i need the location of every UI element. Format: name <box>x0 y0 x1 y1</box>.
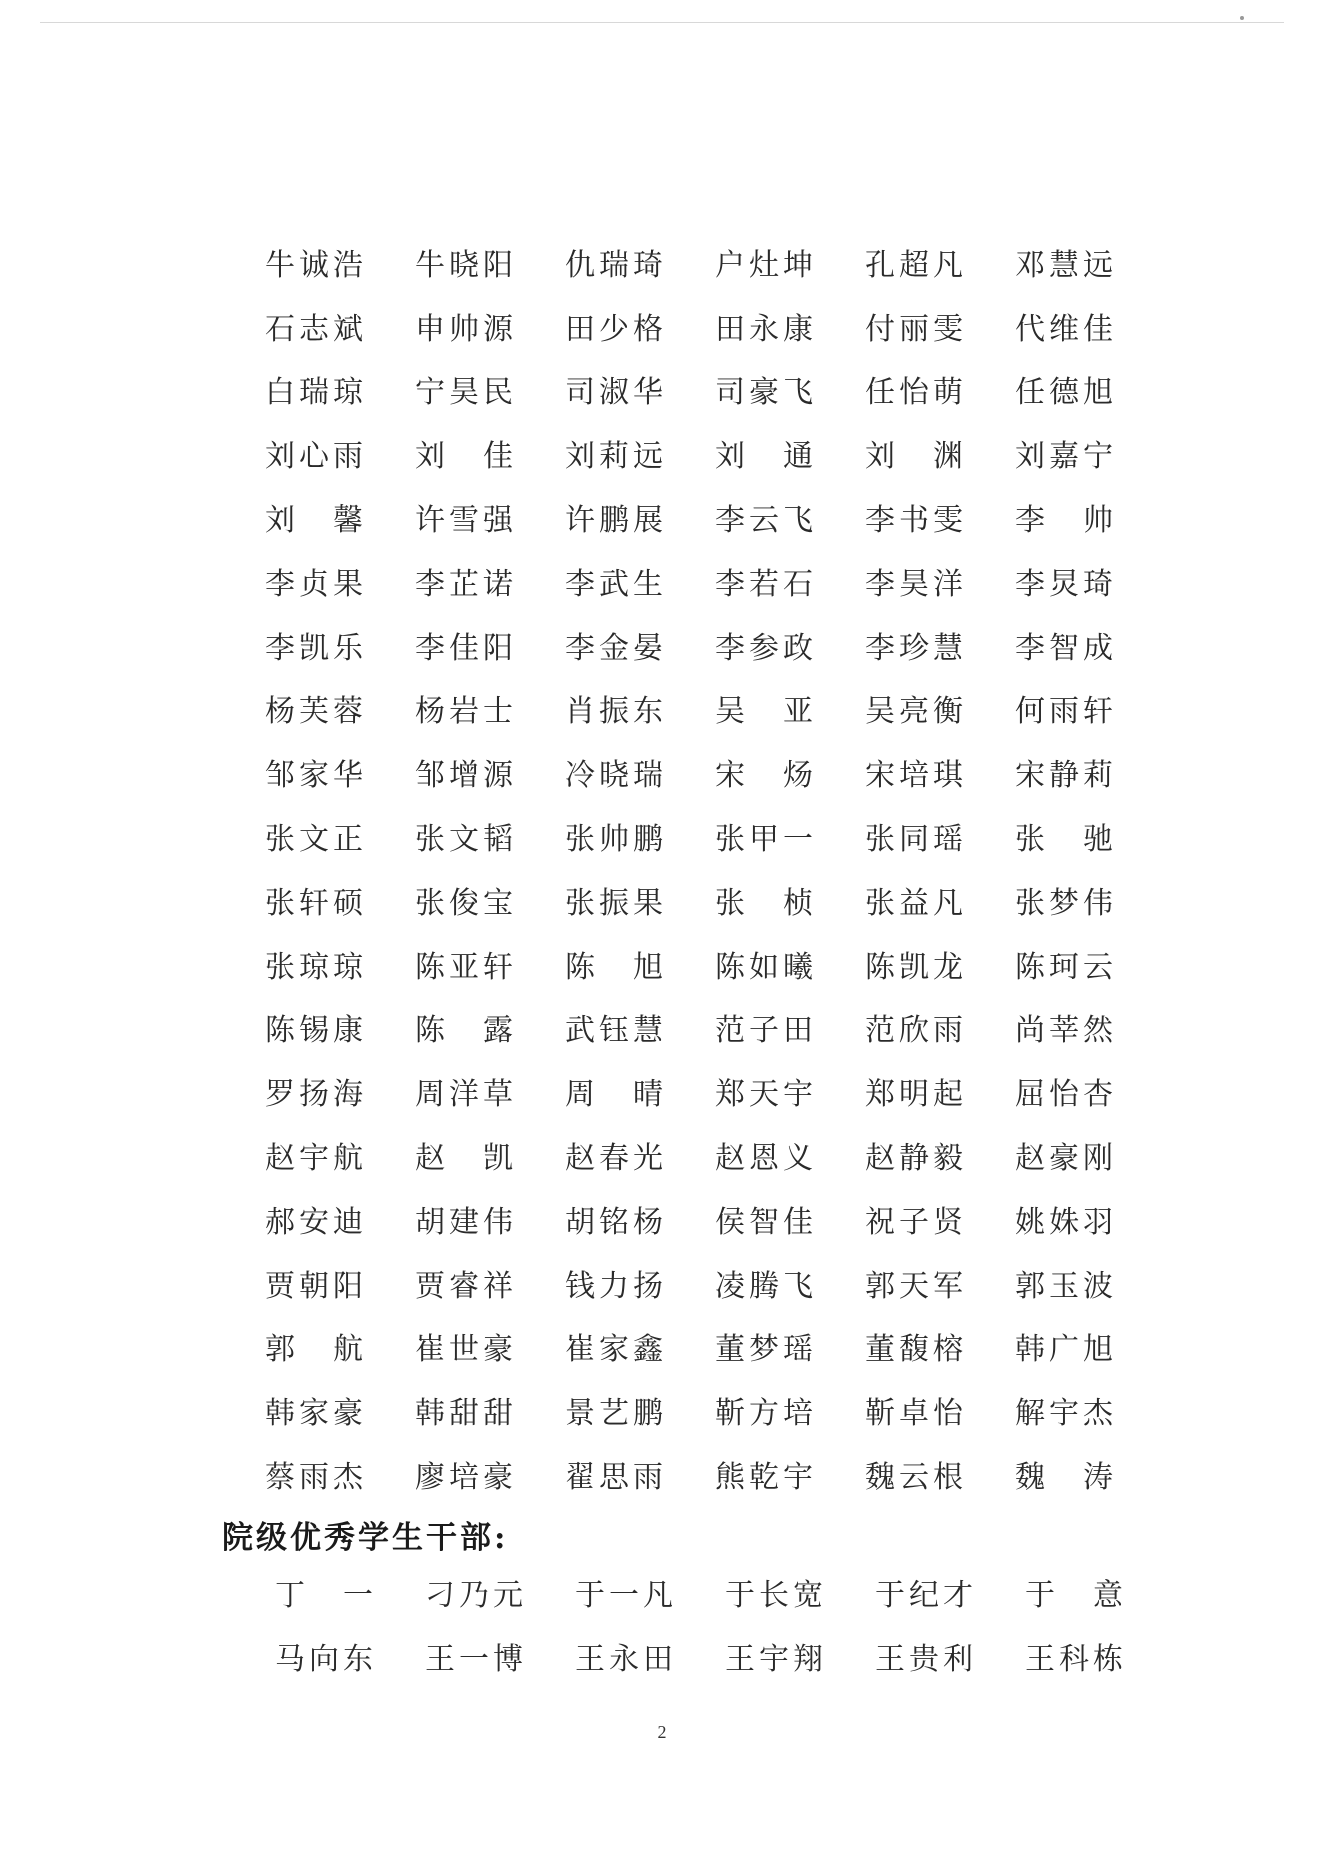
name-row <box>265 1123 1165 1187</box>
student-name: 贾睿祥 <box>415 1268 517 1304</box>
student-name: 董梦瑶 <box>715 1332 817 1368</box>
student-name: 刘 渊 <box>865 439 963 475</box>
student-name: 胡铭杨 <box>565 1204 667 1240</box>
student-name: 张琼琼 <box>265 949 367 985</box>
student-name: 周洋草 <box>415 1077 517 1113</box>
name-row <box>265 421 1165 485</box>
student-name: 范子田 <box>715 1013 817 1049</box>
student-name: 宋培琪 <box>865 758 967 794</box>
student-name: 祝子贤 <box>865 1204 967 1240</box>
student-name: 于长宽 <box>725 1577 827 1613</box>
student-name: 张益凡 <box>865 885 967 921</box>
student-name: 靳方培 <box>715 1396 817 1432</box>
student-name: 邓慧远 <box>1015 247 1117 283</box>
student-name: 姚姝羽 <box>1015 1204 1117 1240</box>
student-name: 武钰慧 <box>565 1013 667 1049</box>
student-name: 孔超凡 <box>865 247 967 283</box>
name-row <box>265 1315 1165 1379</box>
name-row <box>265 996 1165 1060</box>
student-name: 韩家豪 <box>265 1396 367 1432</box>
student-name: 赵 凯 <box>415 1141 513 1177</box>
student-name: 赵恩义 <box>715 1141 817 1177</box>
student-name: 许雪强 <box>415 503 517 539</box>
student-name: 王永田 <box>575 1641 677 1677</box>
student-name: 赵豪刚 <box>1015 1141 1117 1177</box>
student-name: 张文韬 <box>415 822 517 858</box>
student-name: 陈凯龙 <box>865 949 967 985</box>
student-name: 张文正 <box>265 822 367 858</box>
student-name: 郝安迪 <box>265 1204 367 1240</box>
student-name: 刘莉远 <box>565 439 667 475</box>
name-row <box>265 804 1165 868</box>
student-name: 刁乃元 <box>425 1577 527 1613</box>
student-name: 李芷诺 <box>415 566 517 602</box>
student-name: 李参政 <box>715 630 817 666</box>
student-name: 张梦伟 <box>1015 885 1117 921</box>
name-row <box>275 1560 1175 1624</box>
student-name: 陈珂云 <box>1015 949 1117 985</box>
student-name: 牛诚浩 <box>265 247 367 283</box>
student-name: 王贵利 <box>875 1641 977 1677</box>
student-name: 尚莘然 <box>1015 1013 1117 1049</box>
student-name: 任德旭 <box>1015 375 1117 411</box>
student-name: 肖振东 <box>565 694 667 730</box>
student-name: 李炅琦 <box>1015 566 1117 602</box>
name-row <box>265 1378 1165 1442</box>
name-row <box>265 485 1165 549</box>
student-name: 靳卓怡 <box>865 1396 967 1432</box>
name-row <box>265 1442 1165 1506</box>
name-row <box>275 1624 1175 1688</box>
student-name: 宋静莉 <box>1015 758 1117 794</box>
student-name: 钱力扬 <box>565 1268 667 1304</box>
scan-edge-line <box>40 22 1284 23</box>
student-name: 仇瑞琦 <box>565 247 667 283</box>
name-row <box>265 294 1165 358</box>
student-name: 王科栋 <box>1025 1641 1127 1677</box>
student-name: 张轩硕 <box>265 885 367 921</box>
section-names-grid <box>275 1560 1175 1688</box>
student-name: 翟思雨 <box>565 1460 667 1496</box>
student-name: 崔家鑫 <box>565 1332 667 1368</box>
student-name: 邹增源 <box>415 758 517 794</box>
student-name: 冷晓瑞 <box>565 758 667 794</box>
student-name: 张帅鹏 <box>565 822 667 858</box>
student-name: 张同瑶 <box>865 822 967 858</box>
student-name: 屈怡杏 <box>1015 1077 1117 1113</box>
student-name: 司淑华 <box>565 375 667 411</box>
student-name: 刘 通 <box>715 439 813 475</box>
student-name: 刘 佳 <box>415 439 513 475</box>
name-row <box>265 230 1165 294</box>
student-name: 于一凡 <box>575 1577 677 1613</box>
student-name: 李若石 <box>715 566 817 602</box>
student-name: 景艺鹏 <box>565 1396 667 1432</box>
student-name: 刘心雨 <box>265 439 367 475</box>
student-name: 何雨轩 <box>1015 694 1117 730</box>
name-row <box>265 868 1165 932</box>
student-name: 许鹏展 <box>565 503 667 539</box>
names-grid <box>265 230 1165 1506</box>
student-name: 赵静毅 <box>865 1141 967 1177</box>
student-name: 李贞果 <box>265 566 367 602</box>
student-name: 宁昊民 <box>415 375 517 411</box>
student-name: 赵春光 <box>565 1141 667 1177</box>
student-name: 宋 炀 <box>715 758 813 794</box>
student-name: 李武生 <box>565 566 667 602</box>
name-row <box>265 1187 1165 1251</box>
student-name: 邹家华 <box>265 758 367 794</box>
student-name: 李云飞 <box>715 503 817 539</box>
student-name: 郭天军 <box>865 1268 967 1304</box>
student-name: 吴亮衡 <box>865 694 967 730</box>
student-name: 李昊洋 <box>865 566 967 602</box>
page-number: 2 <box>657 1722 667 1742</box>
student-name: 李佳阳 <box>415 630 517 666</box>
student-name: 胡建伟 <box>415 1204 517 1240</box>
student-name: 解宇杰 <box>1015 1396 1117 1432</box>
student-name: 刘 馨 <box>265 503 363 539</box>
student-name: 陈亚轩 <box>415 949 517 985</box>
student-name: 李凯乐 <box>265 630 367 666</box>
student-name: 张振果 <box>565 885 667 921</box>
student-name: 于纪才 <box>875 1577 977 1613</box>
student-name: 熊乾宇 <box>715 1460 817 1496</box>
student-name: 魏云根 <box>865 1460 967 1496</box>
student-name: 牛晓阳 <box>415 247 517 283</box>
student-name: 廖培豪 <box>415 1460 517 1496</box>
student-name: 李智成 <box>1015 630 1117 666</box>
student-name: 董馥榕 <box>865 1332 967 1368</box>
student-name: 魏 涛 <box>1015 1460 1113 1496</box>
student-name: 侯智佳 <box>715 1204 817 1240</box>
student-name: 王一博 <box>425 1641 527 1677</box>
student-name: 田少格 <box>565 311 667 347</box>
name-row <box>265 1059 1165 1123</box>
student-name: 郭 航 <box>265 1332 363 1368</box>
student-name: 李金晏 <box>565 630 667 666</box>
student-name: 于 意 <box>1025 1577 1123 1613</box>
student-name: 白瑞琼 <box>265 375 367 411</box>
student-name: 李珍慧 <box>865 630 967 666</box>
student-name: 郑明起 <box>865 1077 967 1113</box>
student-name: 赵宇航 <box>265 1141 367 1177</box>
student-name: 吴 亚 <box>715 694 813 730</box>
name-row <box>265 932 1165 996</box>
student-name: 马向东 <box>275 1641 377 1677</box>
student-name: 司豪飞 <box>715 375 817 411</box>
name-row <box>265 549 1165 613</box>
student-name: 田永康 <box>715 311 817 347</box>
student-name: 张甲一 <box>715 822 817 858</box>
student-name: 任怡萌 <box>865 375 967 411</box>
student-name: 杨芙蓉 <box>265 694 367 730</box>
section-heading: 院级优秀学生干部: <box>222 1520 509 1556</box>
student-name: 韩广旭 <box>1015 1332 1117 1368</box>
student-name: 石志斌 <box>265 311 367 347</box>
student-name: 丁 一 <box>275 1577 373 1613</box>
student-name: 郑天宇 <box>715 1077 817 1113</box>
scan-speck <box>1240 16 1244 20</box>
student-name: 范欣雨 <box>865 1013 967 1049</box>
name-row <box>265 677 1165 741</box>
student-name: 张俊宝 <box>415 885 517 921</box>
student-name: 罗扬海 <box>265 1077 367 1113</box>
name-row <box>265 358 1165 422</box>
student-name: 付丽雯 <box>865 311 967 347</box>
student-name: 户灶坤 <box>715 247 817 283</box>
student-name: 陈 露 <box>415 1013 513 1049</box>
name-row <box>265 1251 1165 1315</box>
student-name: 张 驰 <box>1015 822 1113 858</box>
student-name: 韩甜甜 <box>415 1396 517 1432</box>
student-name: 代维佳 <box>1015 311 1117 347</box>
student-name: 贾朝阳 <box>265 1268 367 1304</box>
student-name: 李书雯 <box>865 503 967 539</box>
student-name: 凌腾飞 <box>715 1268 817 1304</box>
student-name: 陈如曦 <box>715 949 817 985</box>
student-name: 李 帅 <box>1015 503 1113 539</box>
student-name: 陈锡康 <box>265 1013 367 1049</box>
name-row <box>265 740 1165 804</box>
student-name: 张 桢 <box>715 885 813 921</box>
student-name: 崔世豪 <box>415 1332 517 1368</box>
student-name: 王宇翔 <box>725 1641 827 1677</box>
student-name: 刘嘉宁 <box>1015 439 1117 475</box>
student-name: 郭玉波 <box>1015 1268 1117 1304</box>
student-name: 杨岩士 <box>415 694 517 730</box>
student-name: 申帅源 <box>415 311 517 347</box>
student-name: 陈 旭 <box>565 949 663 985</box>
student-name: 蔡雨杰 <box>265 1460 367 1496</box>
name-row <box>265 613 1165 677</box>
student-name: 周 晴 <box>565 1077 663 1113</box>
